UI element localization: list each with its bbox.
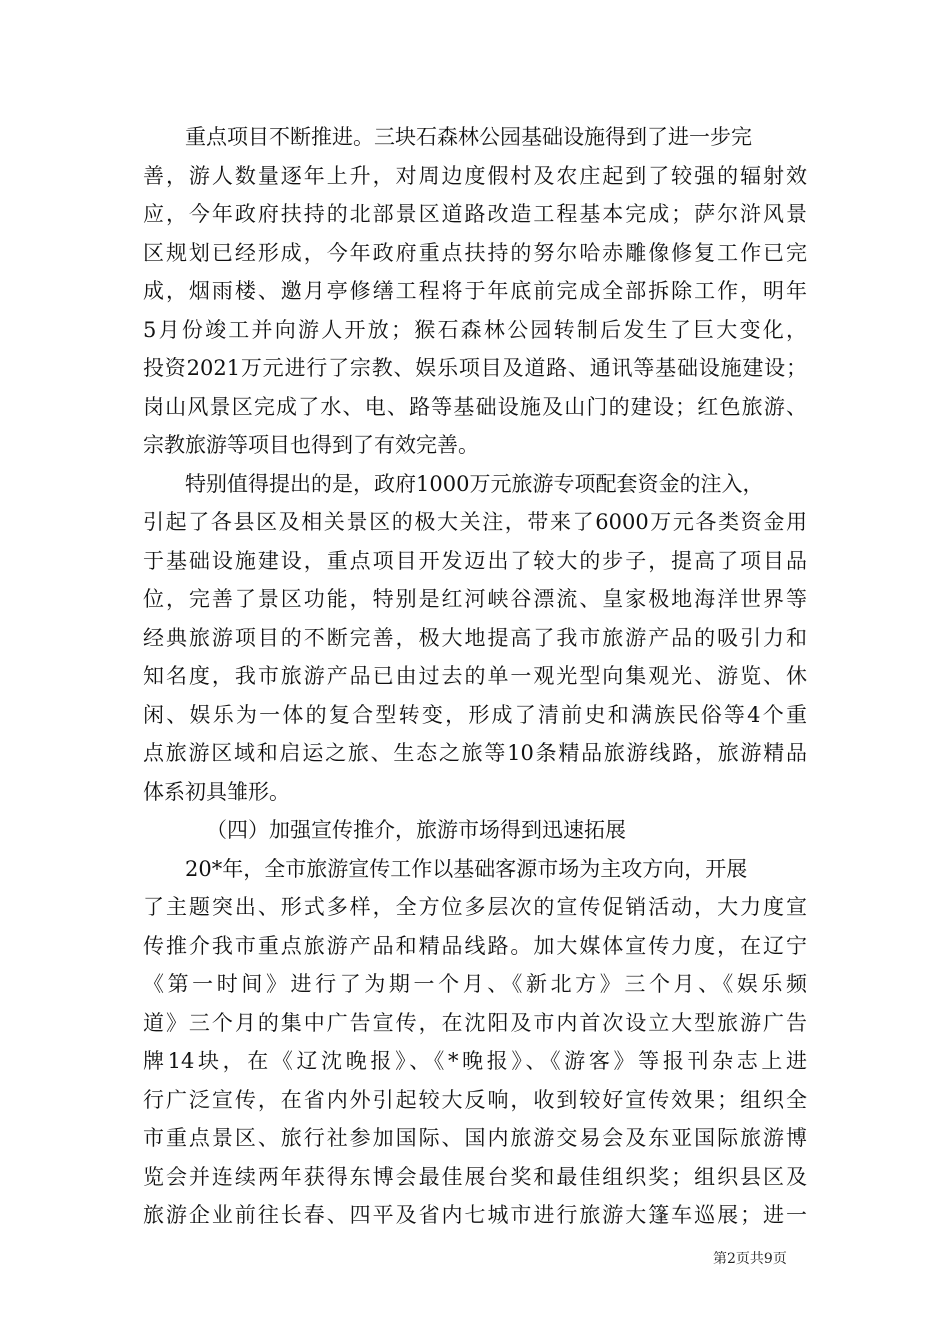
paragraph-line: 闲、娱乐为一体的复合型转变，形成了清前史和满族民俗等4个重 (143, 702, 807, 727)
paragraph-line: 善，游人数量逐年上升，对周边度假村及农庄起到了较强的辐射效 (143, 163, 807, 188)
paragraph-line: 特别值得提出的是，政府1000万元旅游专项配套资金的注入， (185, 471, 764, 496)
paragraph-line: 成，烟雨楼、邀月亭修缮工程将于年底前完成全部拆除工作，明年 (143, 279, 807, 303)
paragraph-line: 旅游企业前往长春、四平及省内七城市进行旅游大篷车巡展；进一 (143, 1203, 807, 1227)
paragraph-line: 宗教旅游等项目也得到了有效完善。 (143, 433, 479, 457)
paragraph-line: 应，今年政府扶持的北部景区道路改造工程基本完成；萨尔浒风景 (143, 202, 807, 226)
paragraph-line: 于基础设施建设，重点项目开发迈出了较大的步子，提高了项目品 (143, 548, 807, 573)
paragraph-line: 传推介我市重点旅游产品和精品线路。加大媒体宣传力度，在辽宁 (143, 933, 807, 958)
paragraph-line: 岗山风景区完成了水、电、路等基础设施及山门的建设；红色旅游、 (143, 394, 807, 419)
paragraph-line: 经典旅游项目的不断完善，极大地提高了我市旅游产品的吸引力和 (143, 625, 807, 650)
paragraph-line: 市重点景区、旅行社参加国际、国内旅游交易会及东亚国际旅游博 (143, 1126, 807, 1150)
paragraph-line: 《第一时间》进行了为期一个月、《新北方》三个月、《娱乐频 (143, 972, 807, 996)
paragraph-line: 5月份竣工并向游人开放；猴石森林公园转制后发生了巨大变化， (143, 317, 807, 342)
paragraph-line: 点旅游区域和启运之旅、生态之旅等10条精品旅游线路，旅游精品 (143, 741, 807, 765)
paragraph-line: 投资2021万元进行了宗教、娱乐项目及道路、通讯等基础设施建设； (143, 356, 807, 380)
paragraph-line: 行广泛宣传，在省内外引起较大反响，收到较好宣传效果；组织全 (143, 1087, 807, 1112)
paragraph-line: 知名度，我市旅游产品已由过去的单一观光型向集观光、游览、休 (143, 664, 807, 688)
paragraph-line: 了主题突出、形式多样，全方位多层次的宣传促销活动，大力度宣 (143, 895, 807, 919)
paragraph-line: 体系初具雏形。 (143, 779, 290, 804)
section-heading: （四）加强宣传推介，旅游市场得到迅速拓展 (206, 818, 626, 842)
paragraph-line: 引起了各县区及相关景区的极大关注，带来了6000万元各类资金用 (143, 510, 807, 534)
body-text (143, 118, 807, 1235)
paragraph-line: 道》三个月的集中广告宣传，在沈阳及市内首次设立大型旅游广告 (143, 1010, 807, 1035)
page-number: 第2页共9页 (713, 1251, 787, 1267)
paragraph-line: 20*年，全市旅游宣传工作以基础客源市场为主攻方向，开展 (185, 856, 748, 881)
paragraph-line: 重点项目不断推进。三块石森林公园基础设施得到了进一步完 (185, 125, 752, 149)
paragraph-line: 区规划已经形成，今年政府重点扶持的努尔哈赤雕像修复工作已完 (143, 240, 807, 265)
paragraph-line: 牌14块，在《辽沈晚报》、《*晚报》、《游客》等报刊杂志上进 (143, 1049, 807, 1073)
paragraph-line: 位，完善了景区功能，特别是红河峡谷漂流、皇家极地海洋世界等 (143, 587, 807, 611)
paragraph-line: 览会并连续两年获得东博会最佳展台奖和最佳组织奖；组织县区及 (143, 1164, 807, 1189)
